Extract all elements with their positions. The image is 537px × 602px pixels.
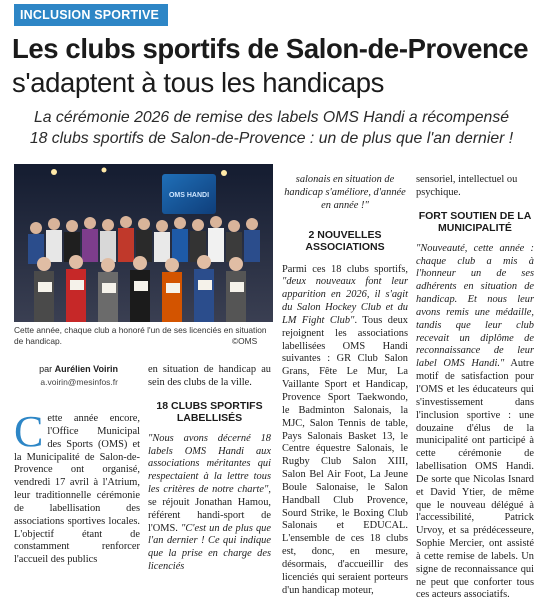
column-4: [416, 174, 534, 602]
ceremony-photo: [14, 164, 273, 322]
headline-line-1: Les clubs sportifs de Salon-de-Provence: [12, 33, 529, 64]
byline-email: a.voirin@mesinfos.fr: [40, 377, 118, 387]
deck-line-2: 18 clubs sportifs de Salon-de-Provence : un de plus que l'an dernier !: [29, 130, 514, 147]
col2-paragraph: "Nous avons décerné 18 labels OMS Handi aux associations méritantes qui respectaient à la lettre tous les critères de notre charte", se réjouit Jonathan Hamou, référent handi-sport de l'OMS. "C'est un de plus que l'an dernier ! Ce qui indique que la prise en charge des licenciés: [148, 432, 271, 573]
col3-paragraph: Parmi ces 18 clubs sportifs, "deux nouveaux font leur apparition en 2026, il s'agit du Salon Hockey Club et du LM Fight Club". Tous deux rejoignent les associations labellisées OMS Handi suivantes : GR Club Salon Grans, Fête Le Mur, La Vaillante Sport et Handicap, Provence Sport Taekwondo, le Badminton Salonais, la MJC, Salon Tennis de table, Pays Salonais Basket 13, le Centre équestre Salonais, le Rugby Club Salon XIII, Salon Bel Air Foot, La Jeune Boule Salonaise, le Salon Handball Club Provence, Sourd Strike, le Boxing Club Salonais et EDUCAL. L'ensemble de ces 18 clubs est, donc, en mesure, désormais, d'accueillir des licenciés qui seraient porteurs d'un handicap moteur,: [282, 263, 409, 596]
byline: [14, 364, 118, 387]
byline-author: par Aurélien Voirin: [39, 364, 118, 374]
drop-cap: C: [14, 407, 44, 456]
photo-credit: ©OMS: [232, 336, 258, 346]
column-1: [14, 407, 140, 567]
subhead-18-clubs: 18 CLUBS SPORTIFS LABELLISÉS: [156, 399, 263, 425]
col3-top-text: salonais en situation de handicap s'améliore, d'année en année !": [284, 174, 406, 211]
screen-text: OMS HANDI: [168, 192, 210, 199]
intro-paragraph: Cette année encore, l'Office Municipal des Sports (OMS) et la Municipalité de Salon-de-Provence ont organisé, vendredi 17 avril à l'Atrium, leur traditionnelle cérémonie de labellisation des associations sportives locales. L'objectif étant de constamment renforcer l'accueil des publics: [14, 407, 140, 566]
article-deck: [14, 107, 529, 149]
section-rubric: INCLUSION SPORTIVE: [14, 4, 168, 26]
deck-line-1: La cérémonie 2026 de remise des labels OMS Handi a récompensé: [33, 109, 510, 126]
col2-top-text: en situation de handicap au sein des clubs de la ville.: [148, 364, 271, 388]
col4-paragraph: "Nouveauté, cette année : chaque club a mis à l'honneur un de ses adhérents en situation de handicap. Et nous leur avons remis une médaille, tandis que leur club recevait un diplôme de reconnaissance de leur label OMS Handi." Autre motif de satisfaction pour l'OMS et les éducateurs qui s'investissement dans l'inclusion sportive : une douzaine d'élus de la municipalité ont participé à cette cérémonie de labellisation OMS Handi. De sorte que Nicolas Isnard et David Ytier, de même que le nouveau délégué à l'accessibilité, Patrick Urvoy, et sa prédécesseure, Sophie Mercier, ont assisté à cette remise de labels. Un signe de reconnaissance qui ne peut que conforter tous ces acteurs associatifs.: [416, 242, 534, 601]
headline-line-2: s'adaptent à tous les handicaps: [12, 67, 385, 98]
subhead-2-nouvelles: 2 NOUVELLES ASSOCIATIONS: [305, 228, 385, 254]
col4-top-text: sensoriel, intellectuel ou psychique.: [416, 174, 518, 198]
subhead-fort-soutien: FORT SOUTIEN DE LA MUNICIPALITÉ: [418, 209, 532, 235]
photo-caption: Cette année, chaque club a honoré l'un de ses licenciés en situation de handicap.: [14, 325, 267, 346]
column-3: [282, 174, 408, 597]
ceremony-photo-illustration: [14, 164, 273, 322]
column-2: [148, 364, 271, 574]
